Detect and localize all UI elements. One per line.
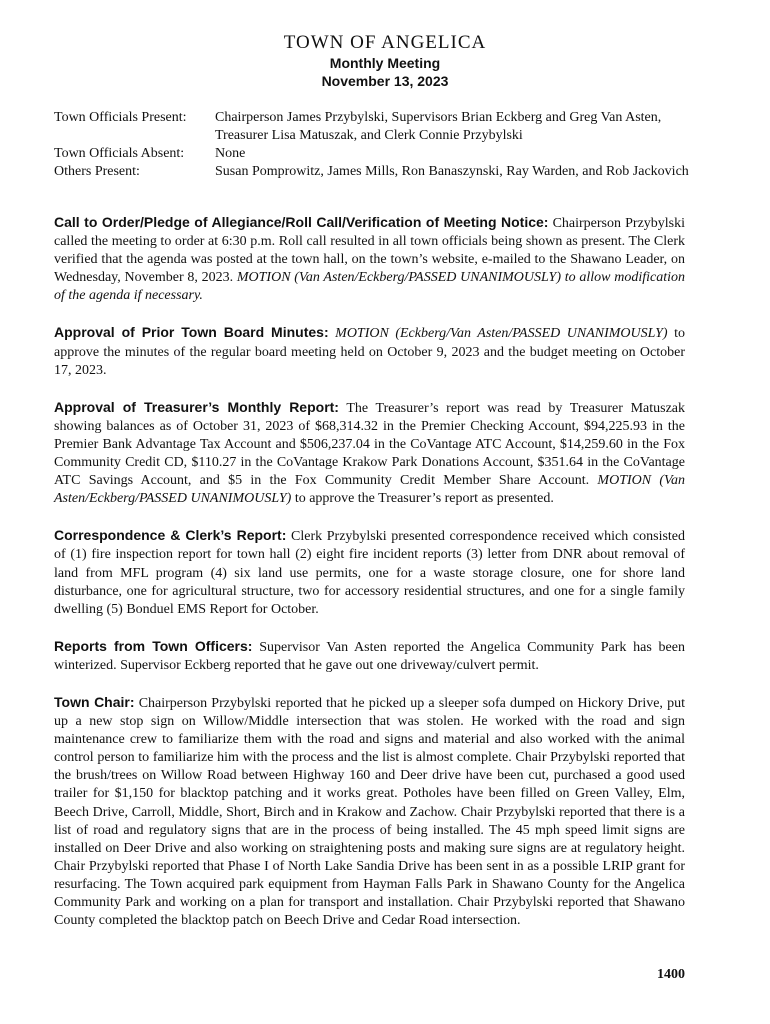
town-chair-text: Chairperson Przybylski reported that he picked up a sleeper sofa dumped on Hickory Drive, put up a new stop sign on Willow/Middle intersection that was stolen. He worked with the road and sign maintenance crew to familiarize them with the road and signs and material and also worked with the animal control person to familiarize him with the process and the list is almost complete. Chair Przybylski reported that the brush/trees on Willow Road between Highway 160 and Deer drive have been cut, purchased a good used trailer for $1,150 for blacktop patching and it works great. Potholes have been filled on Green Valley, Elm, Beech Drive, Carroll, Middle, Short, Birch and in Krakow and Zachow. Chair Przybylski reported that there is a list of road and regulatory signs that are in the process of being installed. The 45 mph speed limit signs are installed on Deer Drive and also working on straightening posts and making sure signs are at regulatory height. Chair Przybylski reported that Phase I of North Lake Sandia Drive has been sent in as a possible LRIP grant for resurfacing. The Town acquired park equipment from Hayman Falls Park in Shawano County for the Angelica Community Park and working on a plan for transport and installation. Chair Przybylski reported that Shawano County completed the blacktop patch on Beech Drive and Cedar Road intersection. — [54, 695, 685, 929]
others-present-row — [54, 163, 694, 181]
section-treasurer-report — [54, 398, 685, 509]
prior-minutes-motion: MOTION (Eckberg/Van Asten/PASSED UNANIMOUSLY) — [335, 326, 668, 342]
officials-present-row — [54, 109, 694, 145]
treasurer-report-text: The Treasurer’s report was read by Treasurer Matuszak showing balances as of October 31, 2023 of $68,314.32 in the Premier Checking Account, $94,225.93 in the Premier Bank Advantage Tax Account and $506,237.04 in the CoVantage ATC Account, $14,259.60 in the Fox Community Credit CD, $110.27 in the CoVantage Krakow Park Donations Account, $351.64 in the CoVantage ATC Savings Account, and $5 in the Fox Community Credit Member Share Account. — [54, 400, 686, 489]
section-correspondence — [54, 526, 685, 618]
treasurer-report-motion: MOTION (Van Asten/Eckberg/PASSED UNANIMOUSLY) — [54, 473, 685, 507]
officials-absent-value: None — [215, 146, 246, 161]
officials-absent-row — [54, 145, 694, 163]
minutes-body — [54, 213, 685, 948]
section-prior-minutes — [54, 323, 685, 379]
treasurer-report-text-after: to approve the Treasurer’s report as presented. — [294, 491, 554, 507]
correspondence-text: Clerk Przybylski presented correspondence received which consisted of (1) fire inspection report for town hall (2) eight fire incident reports (3) letter from DNR about removal of land from MFL program (4) six land use permits, one for a waste storage closure, one for shore land disturbance, one for agricultural structure, two for accessory residential structures, and one for a single family dwelling (5) Bonduel EMS Report for October. — [54, 529, 686, 617]
call-to-order-text: Chairperson Przybylski called the meeting to order at 6:30 p.m. Roll call resulted in all town officials being shown as present. The Clerk verified that the agenda was posted at the town hall, on the town’s website, e-mailed to the Shawano Leader, on Wednesday, November 8, 2023. — [54, 216, 686, 286]
page-number: 1400 — [657, 967, 685, 982]
correspondence-heading: Correspondence & Clerk’s Report: — [54, 527, 287, 544]
others-present-label: Others Present: — [54, 164, 140, 179]
section-call-to-order — [54, 213, 685, 305]
meeting-date: November 13, 2023 — [321, 73, 449, 89]
officials-absent-label: Town Officials Absent: — [54, 146, 185, 161]
meeting-type: Monthly Meeting — [329, 55, 441, 71]
section-town-officers — [54, 637, 685, 675]
treasurer-report-heading: Approval of Treasurer’s Monthly Report: — [54, 398, 339, 415]
call-to-order-motion: MOTION (Van Asten/Eckberg/PASSED UNANIMOUSLY) to allow modification of the agenda if necessary. — [54, 270, 685, 304]
document-header — [0, 32, 770, 90]
officials-present-value: Chairperson James Przybylski, Supervisors Brian Eckberg and Greg Van Asten, Treasurer Lisa Matuszak, and Clerk Connie Przybylski — [215, 110, 662, 143]
town-title: TOWN OF ANGELICA — [283, 32, 487, 53]
others-present-value: Susan Pomprowitz, James Mills, Ron Banaszynski, Ray Warden, and Rob Jackovich — [215, 164, 689, 179]
attendance-block — [54, 109, 694, 181]
prior-minutes-heading: Approval of Prior Town Board Minutes: — [54, 324, 329, 341]
prior-minutes-text: to approve the minutes of the regular board meeting held on October 9, 2023 and the budget meeting on October 17, 2023. — [54, 326, 686, 378]
town-officers-heading: Reports from Town Officers: — [54, 637, 253, 654]
call-to-order-heading: Call to Order/Pledge of Allegiance/Roll Call/Verification of Meeting Notice: — [54, 214, 549, 230]
officials-present-label: Town Officials Present: — [54, 110, 187, 125]
section-town-chair — [54, 693, 685, 930]
town-officers-text: Supervisor Van Asten reported the Angelica Community Park has been winterized. Supervisor Eckberg reported that he gave out one driveway/culvert permit. — [54, 639, 685, 673]
town-chair-heading: Town Chair: — [54, 693, 135, 710]
